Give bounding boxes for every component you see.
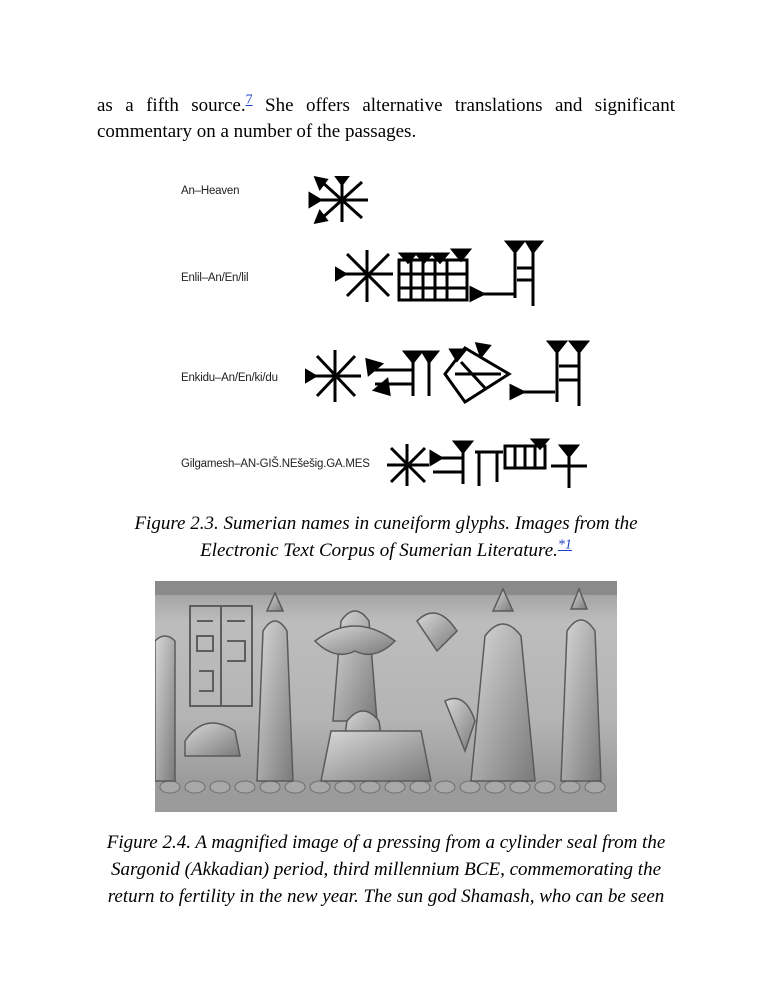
cuneiform-gilgamesh-glyph — [383, 438, 593, 492]
caption-line: Sargonid (Akkadian) period, third millennium BCE, commemorating the — [110, 859, 662, 880]
glyph-label: Gilgamesh–AN-GIŠ.NEšešig.GA.MES — [181, 458, 370, 470]
figure-2-4-image — [155, 581, 617, 812]
glyph-label: An–Heaven — [181, 185, 240, 197]
caption-line: Figure 2.3. Sumerian names in cuneiform glyphs. Images from the — [134, 513, 638, 534]
footnote-link-star-1[interactable]: *1 — [557, 537, 572, 553]
paragraph-line-2: commentary on a number of the passages. — [97, 121, 417, 142]
caption-line: Figure 2.4. A magnified image of a pressing from a cylinder seal from the — [106, 832, 666, 853]
caption-text: Electronic Text Corpus of Sumerian Literature. — [200, 540, 558, 561]
cylinder-seal-relief — [155, 581, 617, 812]
glyph-label: Enlil–An/En/lil — [181, 272, 249, 284]
glyph-label: Enkidu–An/En/ki/du — [181, 372, 278, 384]
paragraph-text-continued: She offers alternative translations and significant — [252, 95, 676, 116]
caption-line: return to fertility in the new year. The sun god Shamash, who can be seen — [107, 886, 665, 907]
cuneiform-enlil-glyph — [335, 238, 555, 313]
footnote-link-7[interactable]: 7 — [245, 92, 253, 108]
cuneiform-enkidu-glyph — [305, 340, 595, 412]
body-paragraph — [97, 93, 675, 145]
caption-line — [90, 537, 682, 564]
figure-2-4-caption — [90, 829, 682, 910]
figure-2-3-caption — [90, 510, 682, 564]
paragraph-line-1 — [97, 93, 675, 119]
cuneiform-an-glyph — [308, 176, 378, 226]
paragraph-text: as a fifth source. — [97, 95, 246, 116]
